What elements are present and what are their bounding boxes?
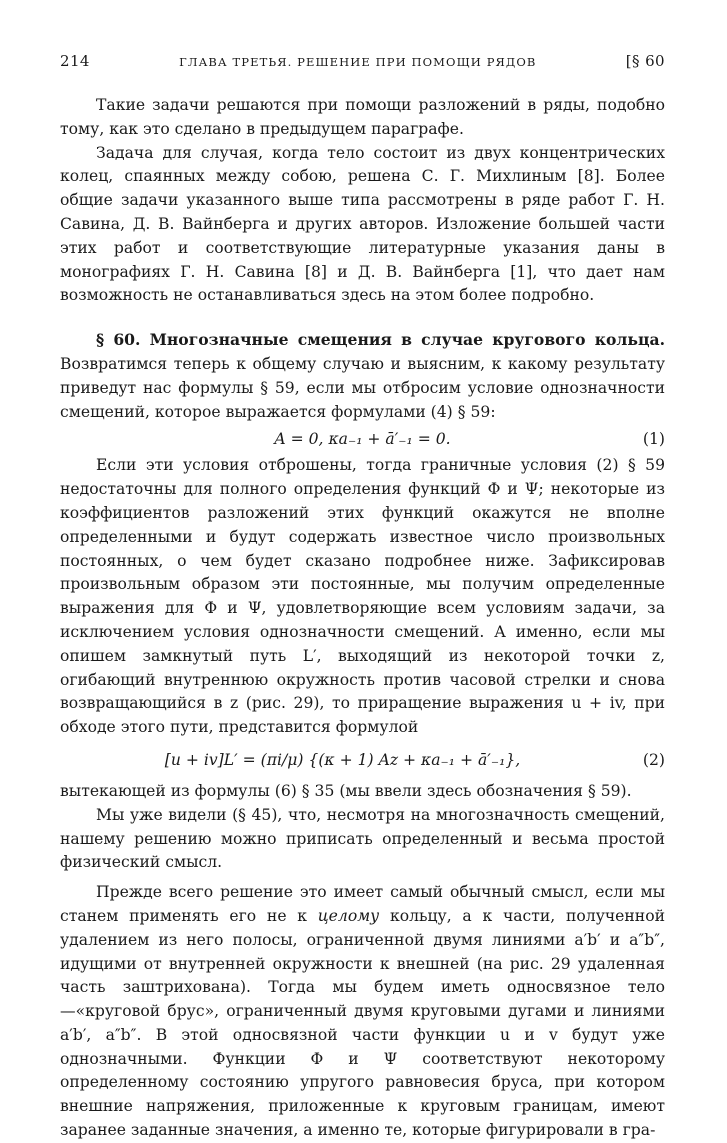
emphasis-text: целому: [317, 906, 380, 925]
running-header: [60, 52, 665, 70]
page-body: [60, 94, 665, 1143]
equation-expression: [u + iv]L′ = (πi/μ) {(κ + 1) Az + κa₋₁ + ā′₋₁},: [164, 750, 521, 769]
section-spacer: [60, 308, 665, 328]
page-number: 214: [60, 52, 90, 70]
paragraph: [60, 881, 665, 1143]
section-heading: § 60. Многозначные смещения в случае кругового кольца.: [96, 330, 665, 350]
running-title: ГЛАВА ТРЕТЬЯ. РЕШЕНИЕ ПРИ ПОМОЩИ РЯДОВ: [179, 55, 537, 69]
text-run: кольцу, а к части, полученной удалением из него полосы, ограниченной двумя линиями a′b′ и a″b″, идущими от внутренней окружности к внешней (на рис. 29 удаленная часть заштрихована). Тогда мы будем иметь односвязное тело —«круговой брус», ограниченный двумя круговыми дугами и линиями a′b′, a″b″. В этой односвязной части функции u и v будут уже однозначными. Функции Φ и Ψ соответствуют некоторому определенному состоянию упругого равновесия бруса, при котором внешние напряжения, приложенные к круговым границам, имеют заранее заданные значения, а именно те, которые фигурировали в гра-: [60, 906, 665, 1140]
paragraph: Задача для случая, когда тело состоит из двух концентрических колец, спаянных между собою, решена С. Г. Михлиным [8]. Более общие задачи указанного выше типа рассмотрены в ряде работ Г. Н. Савина, Д. В. Вайнберга и других авторов. Изложение большей части этих работ и соответствующие литературные указания даны в монографиях Г. Н. Савина [8] и Д. В. Вайнберга [1], что дает нам возможность не останавливаться здесь на этом более подробно.: [60, 143, 665, 305]
section-reference: [§ 60: [625, 52, 665, 70]
paragraph: Мы уже видели (§ 45), что, несмотря на многозначность смещений, нашему решению можно приписать определенный и весьма простой физический смысл.: [60, 805, 665, 872]
text-run: Прежде всего решение это имеет самый обычный смысл, если мы станем применять его не к: [60, 883, 665, 925]
section-paragraph: [60, 328, 665, 424]
paragraph: Такие задачи решаются при помощи разложений в ряды, подобно тому, как это сделано в предыдущем параграфе.: [60, 96, 665, 138]
equation-2: [60, 740, 665, 780]
equation-number: (1): [642, 430, 665, 449]
equation-number: (2): [642, 750, 665, 769]
section-text: Возвратимся теперь к общему случаю и выясним, к какому результату приведут нас формулы § 59, если мы отбросим условие однозначности смещений, которое выражается формулами (4) § 59:: [60, 354, 665, 421]
equation-1: [60, 424, 665, 454]
paragraph: вытекающей из формулы (6) § 35 (мы ввели здесь обозначения § 59).: [60, 781, 632, 800]
paragraph: Если эти условия отброшены, тогда граничные условия (2) § 59 недостаточны для полного определения функций Φ и Ψ; некоторые из коэффициентов разложений этих функций окажутся не вполне определенными и будут содержать известное число произвольных постоянных, о чем будет сказано подробнее ниже. Зафиксировав произвольным образом эти постоянные, мы получим определенные выражения для Φ и Ψ, удовлетворяющие всем условиям задачи, за исключением условия однозначности смещений. А именно, если мы опишем замкнутый путь L′, выходящий из некоторой точки z, огибающий внутреннюю окружность против часовой стрелки и снова возвращающийся в z (рис. 29), то приращение выражения u + iv, при обходе этого пути, представится формулой: [60, 456, 665, 737]
equation-expression: A = 0, κa₋₁ + ā′₋₁ = 0.: [274, 430, 451, 449]
